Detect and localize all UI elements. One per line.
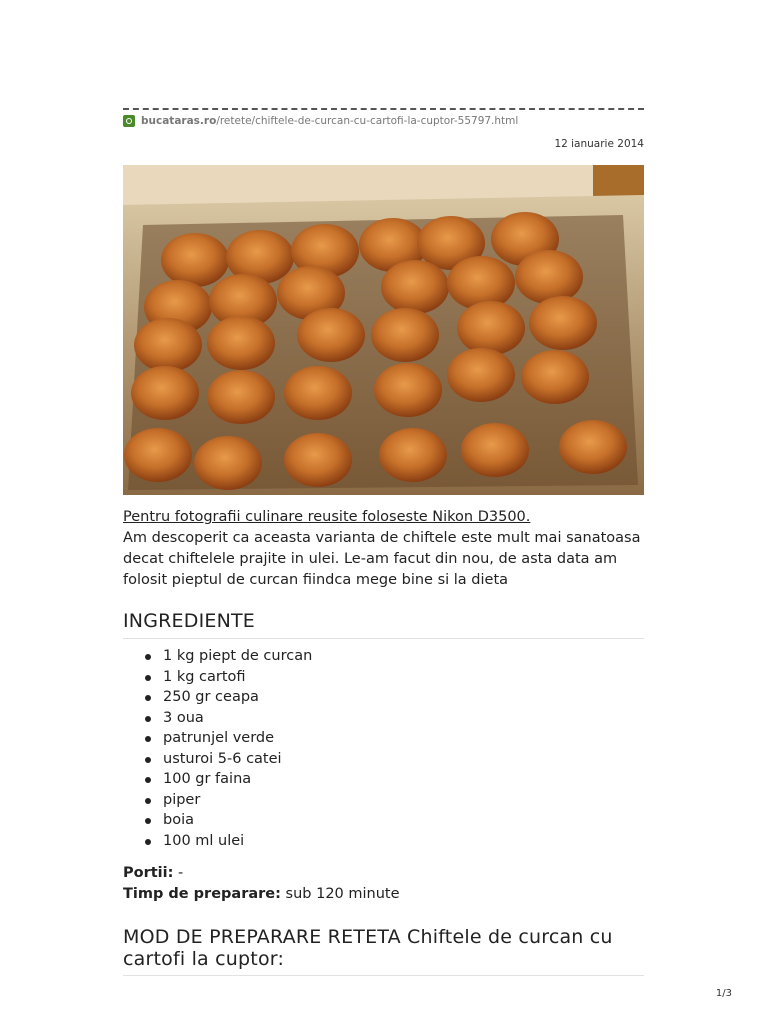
meatball-shape xyxy=(161,233,229,287)
meatball-shape xyxy=(297,308,365,362)
ingredient-item: 100 ml ulei xyxy=(163,831,312,852)
meatball-shape xyxy=(124,428,192,482)
prep-time xyxy=(123,886,400,902)
servings-label: Portii: xyxy=(123,865,174,881)
method-heading: MOD DE PREPARARE RETETA Chiftele de curcan cu cartofi la cuptor: xyxy=(123,926,613,970)
meatball-shape xyxy=(447,256,515,310)
nikon-promo-link[interactable]: Pentru fotografii culinare reusite foloseste Nikon D3500. xyxy=(123,509,531,525)
servings xyxy=(123,865,183,881)
meatball-shape xyxy=(521,350,589,404)
ingredients-heading: INGREDIENTE xyxy=(123,610,256,632)
ingredient-item: patrunjel verde xyxy=(163,728,312,749)
meatball-shape xyxy=(529,296,597,350)
meatball-shape xyxy=(381,260,449,314)
meatball-shape xyxy=(134,318,202,372)
servings-value: - xyxy=(178,865,184,881)
ingredient-item: 1 kg cartofi xyxy=(163,667,312,688)
ingredient-item: usturoi 5-6 catei xyxy=(163,749,312,770)
meatball-shape xyxy=(447,348,515,402)
publish-date: 12 ianuarie 2014 xyxy=(554,138,644,150)
meatball-shape xyxy=(284,366,352,420)
prep-time-value: sub 120 minute xyxy=(285,886,400,902)
ingredient-item: 3 oua xyxy=(163,708,312,729)
meatball-shape xyxy=(379,428,447,482)
ingredient-item: 250 gr ceapa xyxy=(163,687,312,708)
header-dashed-divider xyxy=(123,108,644,110)
meatball-shape xyxy=(371,308,439,362)
meatball-shape xyxy=(559,420,627,474)
meatball-shape xyxy=(207,316,275,370)
method-divider xyxy=(123,975,644,976)
page-number: 1/3 xyxy=(715,988,732,999)
meatball-shape xyxy=(194,436,262,490)
meatball-shape xyxy=(515,250,583,304)
meatball-shape xyxy=(131,366,199,420)
ingredient-item: 1 kg piept de curcan xyxy=(163,646,312,667)
source-url[interactable] xyxy=(123,115,518,127)
ingredient-item: 100 gr faina xyxy=(163,769,312,790)
source-path[interactable]: /retete/chiftele-de-curcan-cu-cartofi-la-cuptor-55797.html xyxy=(216,115,519,127)
recipe-photo xyxy=(123,165,644,495)
meatball-shape xyxy=(207,370,275,424)
meatballs-tray-image xyxy=(123,165,644,495)
meatball-shape xyxy=(284,433,352,487)
source-domain[interactable]: bucataras.ro xyxy=(141,115,217,127)
meatball-shape xyxy=(457,301,525,355)
recipe-intro: Am descoperit ca aceasta varianta de chiftele este mult mai sanatoasa decat chiftelele prajite in ulei. Le-am facut din nou, de asta data am folosit pieptul de curcan fiindca mege bine si la dieta xyxy=(123,530,641,588)
ingredients-list xyxy=(123,646,312,851)
ingredients-divider xyxy=(123,638,644,639)
ingredient-item: boia xyxy=(163,810,312,831)
meatball-shape xyxy=(374,363,442,417)
site-favicon-icon xyxy=(123,115,135,127)
meatball-shape xyxy=(461,423,529,477)
ingredient-item: piper xyxy=(163,790,312,811)
prep-time-label: Timp de preparare: xyxy=(123,886,281,902)
